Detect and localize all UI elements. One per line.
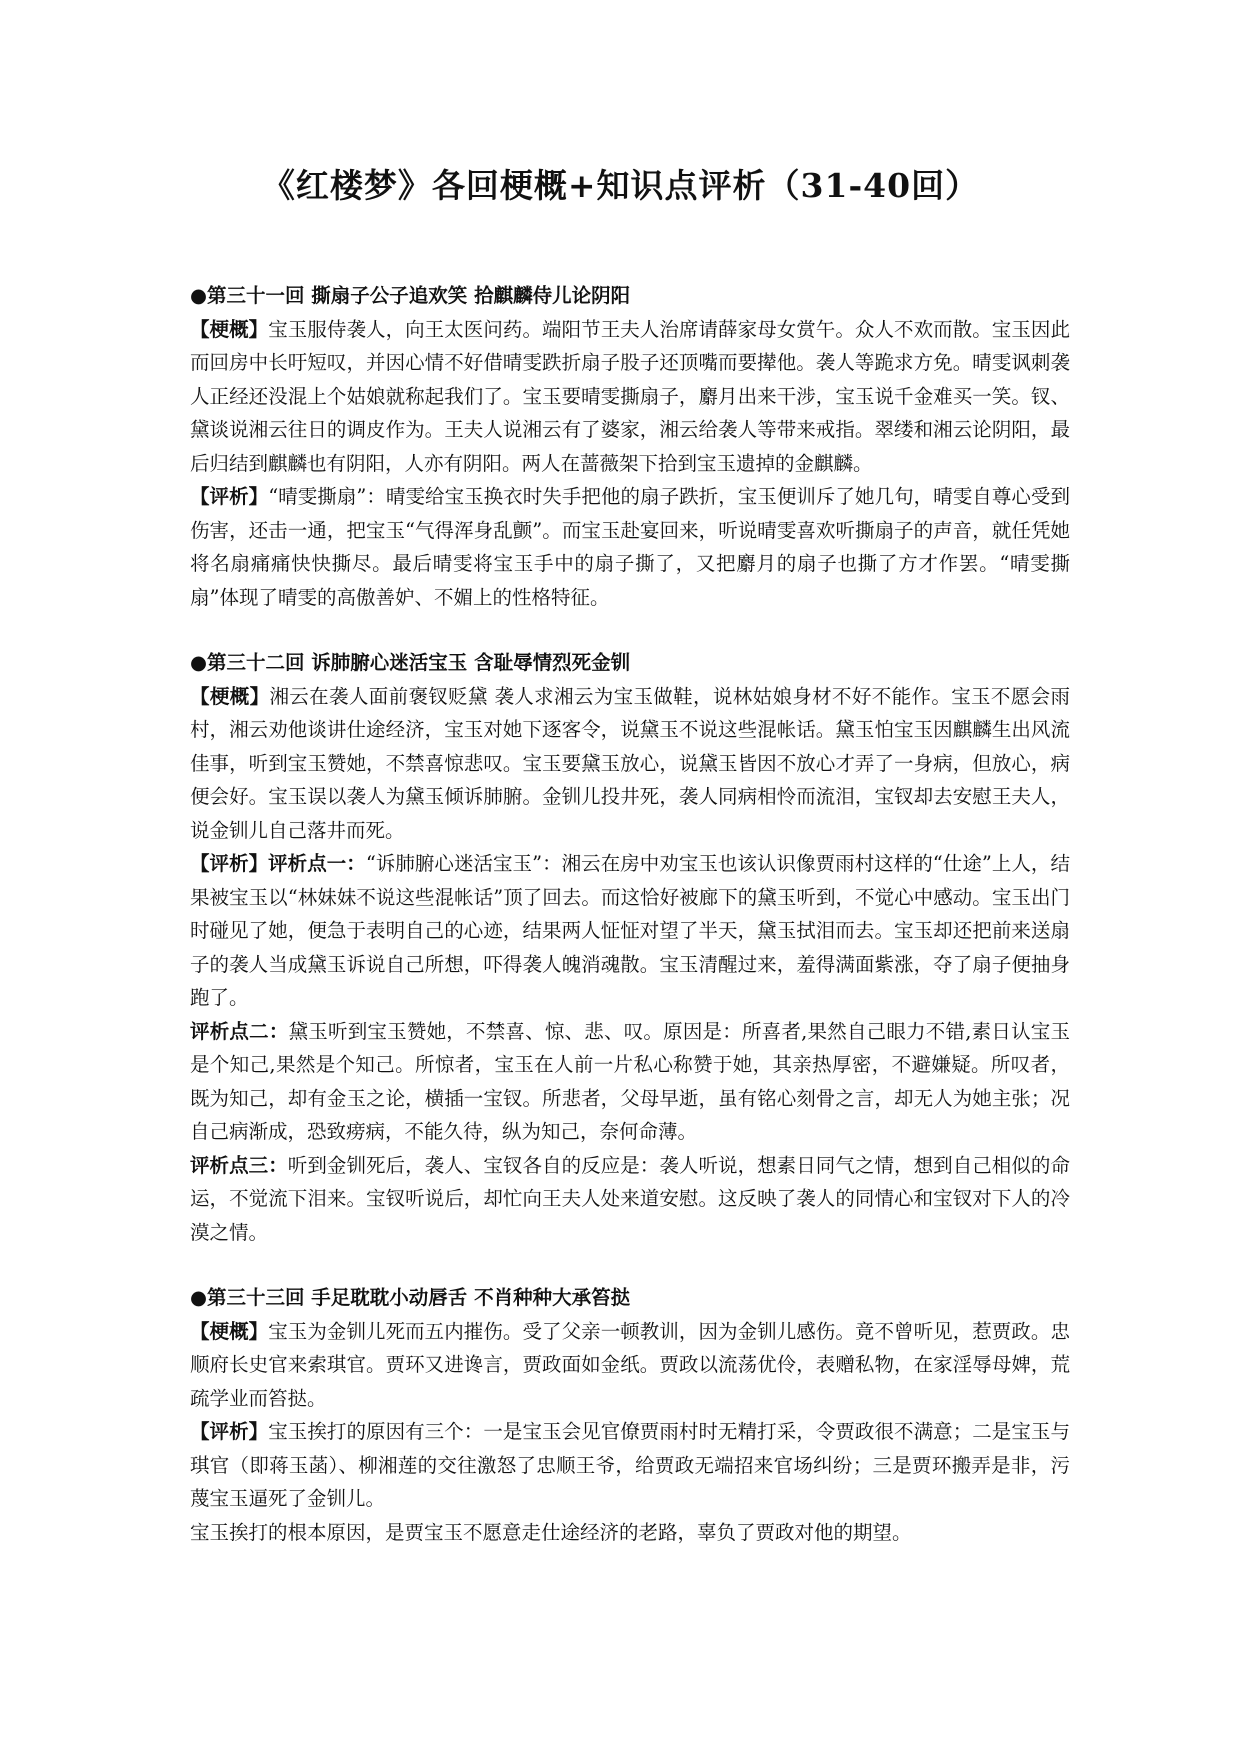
chapter-33-section [190, 1281, 1070, 1549]
point-2-label: 评析点二： [190, 1019, 289, 1043]
point-3-text: 听到金钏死后，袭人、宝钗各自的反应是：袭人听说，想素日同气之情，想到自己相似的命运，不觉流下泪来。宝钗听说后，却忙向王夫人处来道安慰。这反映了袭人的同情心和宝钗对下人的冷漠之情。 [190, 1153, 1070, 1244]
chapter-32-analysis-point-2 [190, 1015, 1070, 1149]
analysis-label: 【评析】 [190, 852, 269, 875]
chapter-32-analysis-point-3 [190, 1149, 1070, 1250]
chapter-33-analysis [190, 1415, 1070, 1516]
summary-label: 【梗概】 [190, 1319, 269, 1343]
chapter-32-heading: ●第三十二回 诉肺腑心迷活宝玉 含耻辱情烈死金钏 [190, 651, 631, 674]
analysis-text: “晴雯撕扇”：晴雯给宝玉换衣时失手把他的扇子跌折，宝玉便训斥了她几句，晴雯自尊心受到伤害，还击一通，把宝玉“气得浑身乱颤”。而宝玉赴宴回来，听说晴雯喜欢听撕扇子的声音，就任凭她将名扇痛痛快快撕尽。最后晴雯将宝玉手中的扇子撕了，又把麝月的扇子也撕了方才作罢。“晴雯撕扇”体现了晴雯的高傲善妒、不媚上的性格特征。 [190, 485, 1070, 609]
chapter-32-summary [190, 680, 1070, 848]
summary-text: 宝玉为金钏儿死而五内摧伤。受了父亲一顿教训，因为金钏儿感伤。竟不曾听见，惹贾政。忠顺府长史官来索琪官。贾环又进谗言，贾政面如金纸。贾政以流荡优伶，表赠私物，在家淫辱母婢，荒疏学业而笞挞。 [190, 1319, 1070, 1410]
summary-text: 宝玉服侍袭人，向王太医问药。端阳节王夫人治席请薛家母女赏午。众人不欢而散。宝玉因此而回房中长吁短叹，并因心情不好借晴雯跌折扇子股子还顶嘴而要撵他。袭人等跪求方免。晴雯讽刺袭人正经还没混上个姑娘就称起我们了。宝玉要晴雯撕扇子，麝月出来干涉，宝玉说千金难买一笑。钗、黛谈说湘云往日的调皮作为。王夫人说湘云有了婆家，湘云给袭人等带来戒指。翠缕和湘云论阴阳，最后归结到麒麟也有阴阳，人亦有阴阳。两人在蔷薇架下拾到宝玉遗掉的金麒麟。 [190, 317, 1070, 475]
chapter-31-summary [190, 313, 1070, 481]
chapter-32-analysis-point-1 [190, 847, 1070, 1015]
chapter-31-analysis [190, 480, 1070, 614]
analysis-label: 【评析】 [190, 1420, 269, 1443]
point-1-label: 评析点一： [268, 852, 366, 875]
chapter-33-heading: ●第三十三回 手足耽耽小动唇舌 不肖种种大承笞挞 [190, 1286, 631, 1309]
point-3-label: 评析点三： [190, 1153, 288, 1177]
analysis-label: 【评析】 [190, 485, 269, 508]
analysis-text: 宝玉挨打的原因有三个：一是宝玉会见官僚贾雨村时无精打采，令贾政很不满意；二是宝玉与琪官（即蒋玉菡）、柳湘莲的交往激怒了忠顺王爷，给贾政无端招来官场纠纷；三是贾环搬弄是非，污蔑宝玉逼死了金钏儿。 [190, 1420, 1070, 1510]
chapter-31-section [190, 279, 1070, 614]
point-1-text: “诉肺腑心迷活宝玉”：湘云在房中劝宝玉也该认识像贾雨村这样的“仕途”上人，结果被宝玉以“林妹妹不说这些混帐话”顶了回去。而这恰好被廊下的黛玉听到，不觉心中感动。宝玉出门时碰见了她，便急于表明自己的心迹，结果两人怔怔对望了半天，黛玉拭泪而去。宝玉却还把前来送扇子的袭人当成黛玉诉说自己所想，吓得袭人魄消魂散。宝玉清醒过来，羞得满面紫涨，夺了扇子便抽身跑了。 [190, 852, 1070, 1009]
point-2-text: 黛玉听到宝玉赞她，不禁喜、惊、悲、叹。原因是：所喜者,果然自己眼力不错,素日认宝玉是个知己,果然是个知己。所惊者，宝玉在人前一片私心称赞于她，其亲热厚密，不避嫌疑。所叹者，既为知己，却有金玉之论，横插一宝钗。所悲者，父母早逝，虽有铭心刻骨之言，却无人为她主张；况自己病渐成，恐致痨病，不能久待，纵为知己，奈何命薄。 [190, 1019, 1070, 1143]
document-title: 《红楼梦》各回梗概+知识点评析（31-40回） [261, 166, 980, 205]
chapter-33-summary [190, 1315, 1070, 1416]
chapter-33-conclusion: 宝玉挨打的根本原因，是贾宝玉不愿意走仕途经济的老路，辜负了贾政对他的期望。 [190, 1520, 912, 1544]
summary-label: 【梗概】 [190, 684, 270, 708]
summary-text: 湘云在袭人面前褒钗贬黛 袭人求湘云为宝玉做鞋，说林姑娘身材不好不能作。宝玉不愿会雨村，湘云劝他谈讲仕途经济，宝玉对她下逐客令，说黛玉不说这些混帐话。黛玉怕宝玉因麒麟生出风流佳事，听到宝玉赞她，不禁喜惊悲叹。宝玉要黛玉放心，说黛玉皆因不放心才弄了一身病，但放心，病便会好。宝玉误以袭人为黛玉倾诉肺腑。金钏儿投井死，袭人同病相怜而流泪，宝钗却去安慰王夫人，说金钏儿自己落井而死。 [190, 684, 1070, 842]
chapter-31-heading: ●第三十一回 撕扇子公子追欢笑 拾麒麟侍儿论阴阳 [190, 284, 631, 307]
document-body [190, 279, 1070, 1581]
summary-label: 【梗概】 [190, 317, 269, 341]
chapter-32-section [190, 646, 1070, 1249]
